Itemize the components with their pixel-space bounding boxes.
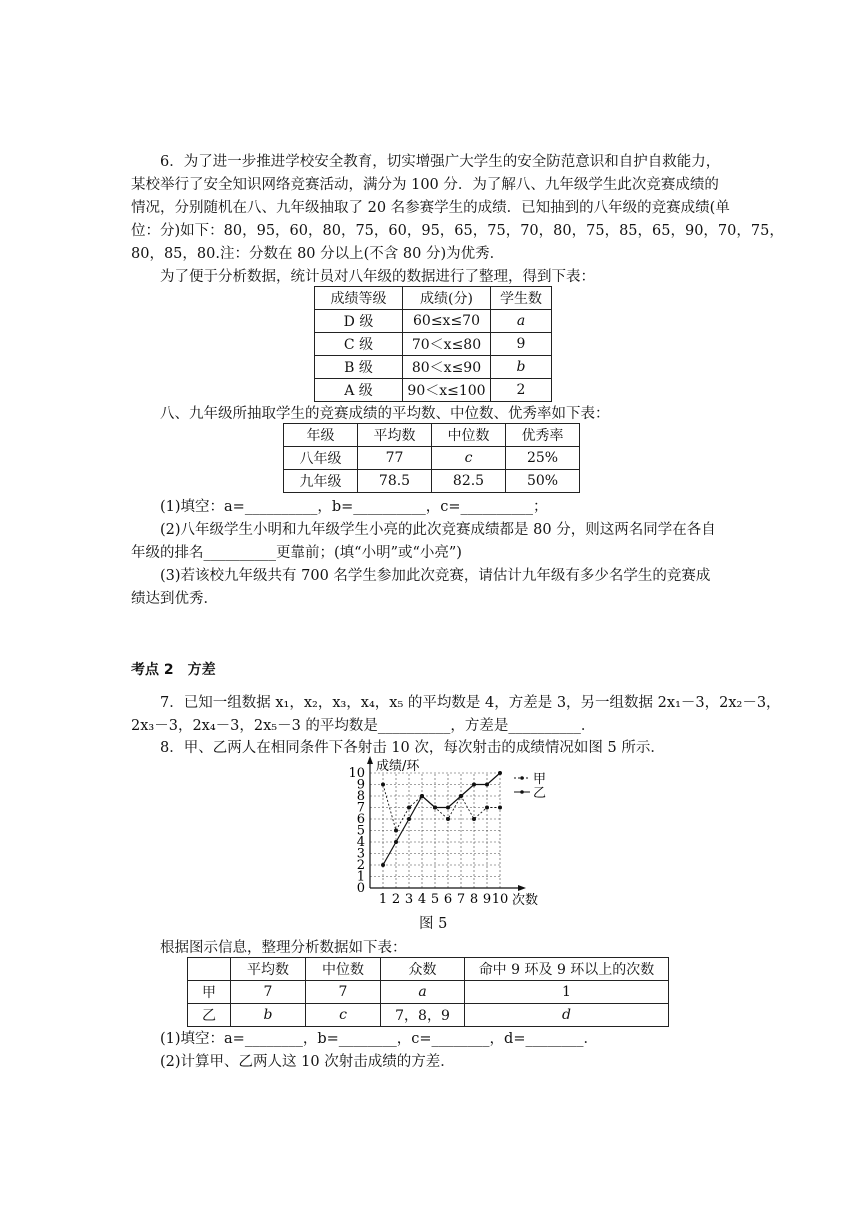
x-tick-label: 8 bbox=[469, 892, 479, 907]
legend-label: 甲 bbox=[533, 772, 547, 787]
x-tick-label: 6 bbox=[443, 892, 453, 907]
x-tick-label: 9 bbox=[482, 892, 492, 907]
x-tick-label: 1 bbox=[378, 892, 388, 907]
table-cell: 八年级 bbox=[284, 447, 358, 470]
table-cell: 80＜x≤90 bbox=[403, 356, 491, 379]
q8-line-1: 8．甲、乙两人在相同条件下各射击 10 次，每次射击的成绩情况如图 5 所示． bbox=[160, 740, 665, 756]
x-tick-label: 4 bbox=[417, 892, 427, 907]
x-tick-label: 3 bbox=[404, 892, 414, 907]
table-cell: 乙 bbox=[188, 1004, 231, 1027]
y-tick-label: 10 bbox=[348, 766, 365, 781]
table-cell: 甲 bbox=[188, 981, 231, 1004]
data-point bbox=[407, 817, 411, 821]
y-tick-label: 9 bbox=[356, 777, 365, 793]
table-cell: D 级 bbox=[315, 310, 403, 333]
table-cell: B 级 bbox=[315, 356, 403, 379]
legend-marker bbox=[520, 776, 524, 780]
data-point bbox=[498, 806, 502, 810]
table-cell: b bbox=[491, 356, 552, 379]
table-cell: 60≤x≤70 bbox=[403, 310, 491, 333]
table-cell: 82.5 bbox=[432, 470, 506, 493]
q6-part-3-line-1: (3)若该校九年级共有 700 名学生参加此次竞赛，请估计九年级有多少名学生的竞赛成 bbox=[160, 568, 711, 584]
y-tick-label: 0 bbox=[356, 881, 365, 896]
table-cell: c bbox=[432, 447, 506, 470]
y-tick-label: 6 bbox=[356, 812, 365, 827]
table-header-cell: 学生数 bbox=[491, 287, 552, 310]
x-axis-arrow bbox=[518, 885, 526, 891]
q8-table-intro: 根据图示信息，整理分析数据如下表： bbox=[160, 940, 407, 956]
table-header-cell: 成绩等级 bbox=[315, 287, 403, 310]
table-header-cell: 年级 bbox=[284, 424, 358, 447]
table-header-cell bbox=[188, 958, 231, 981]
table-cell: 9 bbox=[491, 333, 552, 356]
table-cell: 90＜x≤100 bbox=[403, 379, 491, 402]
q7-line-1: 7．已知一组数据 x₁，x₂，x₃，x₄，x₅ 的平均数是 4，方差是 3，另一组数据 2x₁－3，2x₂－3， bbox=[160, 695, 781, 711]
table-cell: 70＜x≤80 bbox=[403, 333, 491, 356]
table-header-cell: 平均数 bbox=[231, 958, 306, 981]
q6-table2-intro: 八、九年级所抽取学生的竞赛成绩的平均数、中位数、优秀率如下表： bbox=[160, 406, 610, 422]
data-point bbox=[459, 794, 463, 798]
table-cell: a bbox=[491, 310, 552, 333]
table-header-row bbox=[284, 424, 580, 447]
q6-line-2: 某校举行了安全知识网络竞赛活动，满分为 100 分．为了解八、九年级学生此次竞赛成绩的 bbox=[131, 177, 719, 193]
legend-label: 乙 bbox=[533, 786, 547, 801]
data-point bbox=[381, 863, 385, 867]
q6-part-3-line-2: 绩达到优秀． bbox=[131, 591, 218, 607]
x-tick-label: 5 bbox=[430, 892, 440, 907]
x-axis-label: 次数 bbox=[512, 893, 539, 908]
data-point bbox=[472, 783, 476, 787]
q6-line-6: 为了便于分析数据，统计员对八年级的数据进行了整理，得到下表： bbox=[160, 269, 595, 285]
table-row bbox=[188, 981, 669, 1004]
x-tick-label: 2 bbox=[391, 892, 401, 907]
data-point bbox=[446, 806, 450, 810]
y-tick-label: 4 bbox=[356, 835, 365, 850]
y-tick-label: 8 bbox=[356, 789, 365, 804]
table-cell: 7，8，9 bbox=[381, 1004, 465, 1027]
q6-line-3: 情况，分别随机在八、九年级抽取了 20 名参赛学生的成绩．已知抽到的八年级的竞赛成绩(单 bbox=[131, 200, 730, 216]
table-cell: 7 bbox=[231, 981, 306, 1004]
y-tick-label: 5 bbox=[356, 823, 365, 839]
table-header-cell: 中位数 bbox=[432, 424, 506, 447]
shooting-stats-table bbox=[187, 957, 669, 1027]
y-axis-arrow bbox=[367, 756, 373, 764]
data-point bbox=[485, 806, 489, 810]
data-point bbox=[420, 794, 424, 798]
table-cell: b bbox=[231, 1004, 306, 1027]
y-tick-label: 1 bbox=[356, 869, 365, 885]
table-cell: 九年级 bbox=[284, 470, 358, 493]
q8-part-1: (1)填空：a=________，b=________，c=________，d=________． bbox=[160, 1031, 598, 1047]
table-row bbox=[315, 333, 552, 356]
table-header-cell: 平均数 bbox=[358, 424, 432, 447]
grade-distribution-table bbox=[314, 286, 552, 402]
data-point bbox=[433, 806, 437, 810]
q8-part-2: (2)计算甲、乙两人这 10 次射击成绩的方差． bbox=[160, 1054, 455, 1070]
legend-marker bbox=[520, 790, 524, 794]
table-row bbox=[284, 447, 580, 470]
table-header-cell: 优秀率 bbox=[506, 424, 580, 447]
data-point bbox=[394, 829, 398, 833]
table-header-cell: 中位数 bbox=[306, 958, 381, 981]
table-row bbox=[188, 1004, 669, 1027]
y-tick-label: 3 bbox=[356, 846, 365, 862]
data-point bbox=[472, 817, 476, 821]
q6-part-1: (1)填空：a=__________，b=__________，c=__________； bbox=[160, 499, 548, 515]
table-row bbox=[315, 356, 552, 379]
table-cell: 7 bbox=[306, 981, 381, 1004]
grade-stats-table bbox=[283, 423, 580, 493]
q6-line-1: 6．为了进一步推进学校安全教育，切实增强广大学生的安全防范意识和自护自救能力， bbox=[160, 154, 721, 170]
q7-line-2: 2x₃－3，2x₄－3，2x₅－3 的平均数是__________，方差是__________． bbox=[131, 718, 596, 734]
y-axis-label: 成绩/环 bbox=[376, 759, 420, 774]
section-heading: 考点 2 方差 bbox=[131, 662, 216, 678]
table-header-cell: 众数 bbox=[381, 958, 465, 981]
table-cell: d bbox=[465, 1004, 669, 1027]
data-point bbox=[498, 771, 502, 775]
table-cell: 50% bbox=[506, 470, 580, 493]
table-header-cell: 成绩(分) bbox=[403, 287, 491, 310]
q6-line-5: 80，85，80.注：分数在 80 分以上(不含 80 分)为优秀． bbox=[131, 246, 505, 262]
table-cell: c bbox=[306, 1004, 381, 1027]
table-cell: a bbox=[381, 981, 465, 1004]
y-tick-label: 2 bbox=[356, 858, 365, 873]
data-point bbox=[446, 817, 450, 821]
table-cell: 78.5 bbox=[358, 470, 432, 493]
table-header-cell: 命中 9 环及 9 环以上的次数 bbox=[465, 958, 669, 981]
table-row bbox=[284, 470, 580, 493]
table-row bbox=[315, 379, 552, 402]
table-cell: 25% bbox=[506, 447, 580, 470]
x-tick-label: 7 bbox=[456, 892, 466, 907]
data-point bbox=[485, 783, 489, 787]
q6-line-4: 位：分)如下：80，95，60，80，75，60，95，65，75，70，80，75，85，65，90，70，75， bbox=[131, 223, 784, 239]
data-point bbox=[394, 840, 398, 844]
figure-caption: 图 5 bbox=[419, 916, 448, 932]
y-tick-label: 7 bbox=[356, 800, 365, 816]
data-point bbox=[407, 806, 411, 810]
table-header-row bbox=[188, 958, 669, 981]
table-header-row bbox=[315, 287, 552, 310]
x-tick-label: 10 bbox=[491, 892, 509, 907]
q6-part-2-line-2: 年级的排名__________更靠前；(填“小明”或“小亮”) bbox=[131, 545, 462, 561]
data-point bbox=[381, 783, 385, 787]
table-cell: A 级 bbox=[315, 379, 403, 402]
table-cell: C 级 bbox=[315, 333, 403, 356]
table-cell: 77 bbox=[358, 447, 432, 470]
q6-part-2-line-1: (2)八年级学生小明和九年级学生小亮的此次竞赛成绩都是 80 分，则这两名同学在各自 bbox=[160, 522, 716, 538]
shooting-scores-chart bbox=[338, 756, 558, 912]
table-row bbox=[315, 310, 552, 333]
table-cell: 1 bbox=[465, 981, 669, 1004]
table-cell: 2 bbox=[491, 379, 552, 402]
